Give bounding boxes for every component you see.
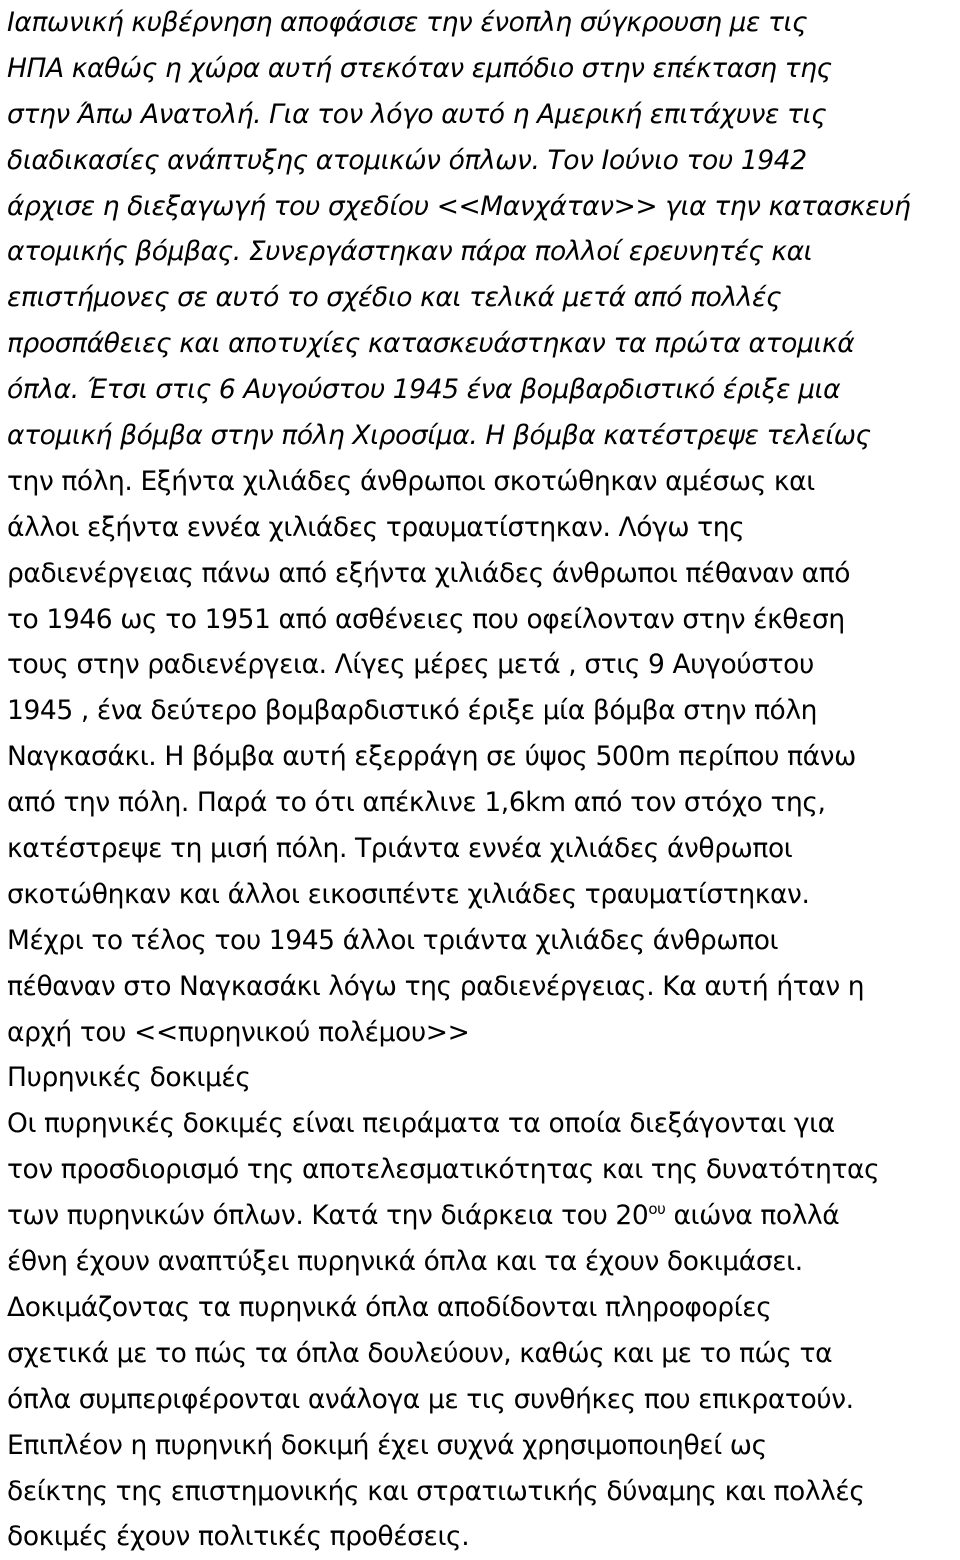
text-line: άρχισε η διεξαγωγή του σχεδίου <<Μανχάταν>> για την κατασκευή [7,190,911,222]
text-line: αρχή του <<πυρηνικού πολέμου>> [7,1016,470,1048]
text-line: Επιπλέον η πυρηνική δοκιμή έχει συχνά χρησιμοποιηθεί ως [7,1429,767,1461]
text-line: τον προσδιορισμό της αποτελεσματικότητας και της δυνατότητας [7,1154,880,1186]
text-line: στην Άπω Ανατολή. Για τον λόγο αυτό η Αμερική επιτάχυνε τις [7,98,827,130]
text-line: σχετικά με το πώς τα όπλα δουλεύουν, καθώς και με το πώς τα [7,1337,833,1369]
text-line: σκοτώθηκαν και άλλοι εικοσιπέντε χιλιάδες τραυματίστηκαν. [7,878,810,910]
heading-nuclear-tests: Πυρηνικές δοκιμές [7,1062,251,1094]
text-line: Μέχρι το τέλος του 1945 άλλοι τριάντα χιλιάδες άνθρωποι [7,924,779,956]
text-line: από την πόλη. Παρά το ότι απέκλινε 1,6km από τον στόχο της, [7,787,826,819]
text-line: προσπάθειες και αποτυχίες κατασκευάστηκαν τα πρώτα ατομικά [7,328,855,360]
text-line: δείκτης της επιστημονικής και στρατιωτικής δύναμης και πολλές [7,1475,865,1507]
text-line: Ναγκασάκι. Η βόμβα αυτή εξερράγη σε ύψος 500m περίπου πάνω [7,741,856,773]
text-line: 1945 , ένα δεύτερο βομβαρδιστικό έριξε μία βόμβα στην πόλη [7,695,818,727]
text-line: όπλα συμπεριφέρονται ανάλογα με τις συνθήκες που επικρατούν. [7,1383,854,1415]
text-line: κατέστρεψε τη μισή πόλη. Τριάντα εννέα χιλιάδες άνθρωποι [7,833,793,865]
text-century-after: αιώνα πολλά [665,1200,840,1232]
text-line: επιστήμονες σε αυτό το σχέδιο και τελικά μετά από πολλές [7,282,782,314]
text-line: Ιαπωνική κυβέρνηση αποφάσισε την ένοπλη σύγκρουση με τις [7,7,808,38]
text-line: διαδικασίες ανάπτυξης ατομικών όπλων. Τον Ιούνιο του 1942 [7,144,807,176]
text-line: έθνη έχουν αναπτύξει πυρηνικά όπλα και τα έχουν δοκιμάσει. [7,1246,803,1278]
paragraph-nuclear-tests-intro [7,1101,954,1193]
text-line: ΗΠΑ καθώς η χώρα αυτή στεκόταν εμπόδιο στην επέκταση της [7,52,832,84]
text-century-before: των πυρηνικών όπλων. Κατά την διάρκεια του 20 [7,1200,649,1232]
paragraph-nuclear-tests-details [7,1239,954,1560]
text-line-century [7,1193,954,1239]
text-line: άλλοι εξήντα εννέα χιλιάδες τραυματίστηκαν. Λόγω της [7,511,745,543]
text-line: Οι πυρηνικές δοκιμές είναι πειράματα τα οποία διεξάγονται για [7,1108,835,1140]
text-line: πέθαναν στο Ναγκασάκι λόγω της ραδιενέργειας. Κα αυτή ήταν η [7,970,865,1002]
text-line: δοκιμές έχουν πολιτικές προθέσεις. [7,1521,470,1553]
text-line: την πόλη. Εξήντα χιλιάδες άνθρωποι σκοτώθηκαν αμέσως και [7,465,815,497]
text-line: όπλα. Έτσι στις 6 Αυγούστου 1945 ένα βομβαρδιστικό έριξε μια [7,374,841,406]
text-line: ραδιενέργειας πάνω από εξήντα χιλιάδες άνθρωποι πέθαναν από [7,557,851,589]
text-line: το 1946 ως το 1951 από ασθένειες που οφείλονταν στην έκθεση [7,603,845,635]
text-line: Δοκιμάζοντας τα πυρηνικά όπλα αποδίδονται πληροφορίες [7,1291,772,1323]
paragraph-manhattan-hiroshima-nagasaki [7,0,954,1055]
text-line: τους στην ραδιενέργεια. Λίγες μέρες μετά , στις 9 Αυγούστου [7,649,814,681]
text-line: ατομικής βόμβας. Συνεργάστηκαν πάρα πολλοί ερευνητές και [7,236,813,268]
superscript-ordinal: ου [648,1200,666,1219]
text-line: ατομική βόμβα στην πόλη Χιροσίμα. Η βόμβα κατέστρεψε τελείως [7,420,871,452]
